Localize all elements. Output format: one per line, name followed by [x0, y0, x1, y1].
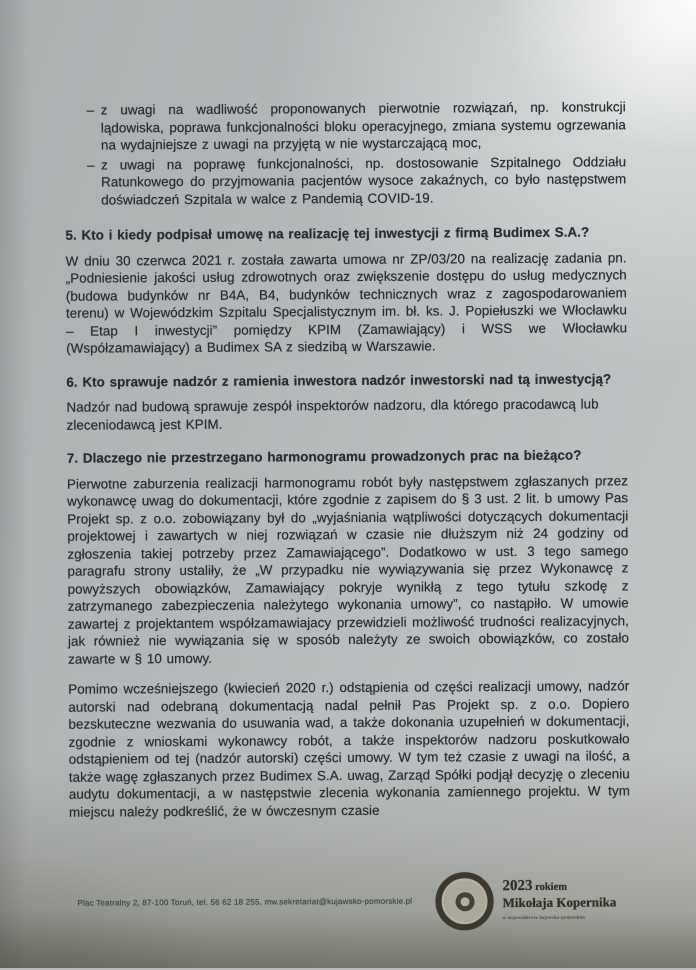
- list-item: [87, 153, 626, 211]
- copernicus-anniversary-seal-icon: [435, 872, 493, 930]
- list-item: [87, 98, 626, 156]
- bullet-text: z uwagi na wadliwość proponowanych pierwotnie rozwiązań, np. konstrukcji lądowiska, poprawa funkcjonalności bloku operacyjnego, zmiana systemu ogrzewania na wydajniejsze z uwagi na przyjętą w nie wystarczającą moc,: [100, 99, 626, 153]
- document-text-block: [65, 98, 630, 833]
- seal-name: Mikołaja Kopernika: [502, 894, 617, 911]
- bullet-text: z uwagi na poprawę funkcjonalności, np. dostosowanie Szpitalnego Oddziału Ratunkowego do przyjmowania pacjentów wysoce zakaźnych, co było następstwem doświadczeń Szpitala w walce z Pandemią COVID-19.: [100, 153, 627, 208]
- dash-marker: –: [86, 102, 95, 118]
- seal-subtitle: w województwie kujawsko-pomorskim: [502, 914, 586, 921]
- question-5-heading: 5. Kto i kiedy podpisał umowę na realizację tej inwestycji z firmą Budimex S.A.?: [65, 224, 590, 243]
- answer-7-paragraph-1: Pierwotne zaburzenia realizacji harmonogramu robót były następstwem zgłaszanych przez wykonawcę uwag do dokumentacji, które zgodnie z zapisem do § 3 ust. 2 lit. b umowy Pas Projekt sp. z o.o. zobowiązany był do „wyjaśniania wątpliwości dotyczących dokumentacji projektowej i zawartych w niej rozwiązań w czasie nie dłuższym niż 24 godziny od zgłoszenia takiej potrzeby przez Zamawiającego”. Dodatkowo w ust. 3 tego samego paragrafu strony ustaliły, że „W przypadku nie wywiązywania się przez Wykonawcę z powyższych obowiązków, Zamawiający pokryje wynikłą z tego tytułu szkodę z zatrzymanego zabezpieczenia należytego wykonania umowy”, co nastąpiło. W umowie zawartej z projektantem współzamawiajacy przewidzieli możliwość trudności realizacyjnych, jak również nie wywiązania się w sposób należyty ze swoich obowiązków, co zostało zawarte w § 10 umowy.: [66, 472, 629, 667]
- answer-5-paragraph: W dniu 30 czerwca 2021 r. została zawarta umowa nr ZP/03/20 na realizację zadania pn. „Podniesienie jakości usług zdrowotnych oraz zwiększenie dostępu do usług medycznych (budowa budynków nr B4A, B4, budynków technicznych wraz z zagospodarowaniem terenu) w Wojewódzkim Szpitalu Specjalistycznym im. bł. ks. J. Popiełuszki we Włocławku – Etap I inwestycji” pomiędzy KPIM (Zamawiający) i WSS we Włocławku (Współzamawiający) a Budimex SA z siedzibą w Warszawie.: [65, 249, 628, 356]
- seal-year-suffix: rokiem: [532, 881, 568, 893]
- bullet-list: [65, 98, 627, 210]
- answer-7-paragraph-2: Pomimo wcześniejszego (kwiecień 2020 r.) odstąpienia od części realizacji umowy, nadzór autorski nad odebraną dokumentacją nadal pełnił Pas Projekt sp. z o.o. Dopiero bezskuteczne wezwania do usuwania wad, a także dokonania uzupełnień w dokumentacji, zgodnie z wnioskami wykonawcy robót, a także inspektorów nadzoru poskutkowało odstąpieniem od tej (nadzór autorski) części umowy. W tym też czasie z uwagi na ilość, a także wagę zgłaszanych przez Budimex S.A. uwag, Zarząd Spółki podjął decyzję o zleceniu audytu dokumentacji, a w następstwie zlecenia wykonania zamiennego projektu. W tym miejscu należy podkreślić, że w ówczesnym czasie: [68, 678, 630, 820]
- question-6-heading: 6. Kto sprawuje nadzór z ramienia inwestora nadzór inwestorski nad tą inwestycją?: [66, 370, 612, 390]
- dash-marker: –: [86, 157, 95, 173]
- seal-caption: [502, 877, 616, 925]
- question-7-heading: 7. Dlaczego nie przestrzegano harmonogramu prowadzonych prac na bieżąco?: [66, 447, 582, 466]
- seal-year: 2023: [502, 877, 533, 895]
- answer-6-paragraph: Nadzór nad budową sprawuje zespół inspektorów nadzoru, dla którego pracodawcą lub zleceniodawcą jest KPIM.: [66, 396, 599, 433]
- footer-address: Plac Teatralny 2, 87-100 Toruń, tel. 56 62 18 255, mw.sekretariat@kujawsko-pomorskie.pl: [77, 896, 413, 908]
- seal-caption-line1: [502, 877, 616, 895]
- seal-center-ring: [455, 892, 474, 911]
